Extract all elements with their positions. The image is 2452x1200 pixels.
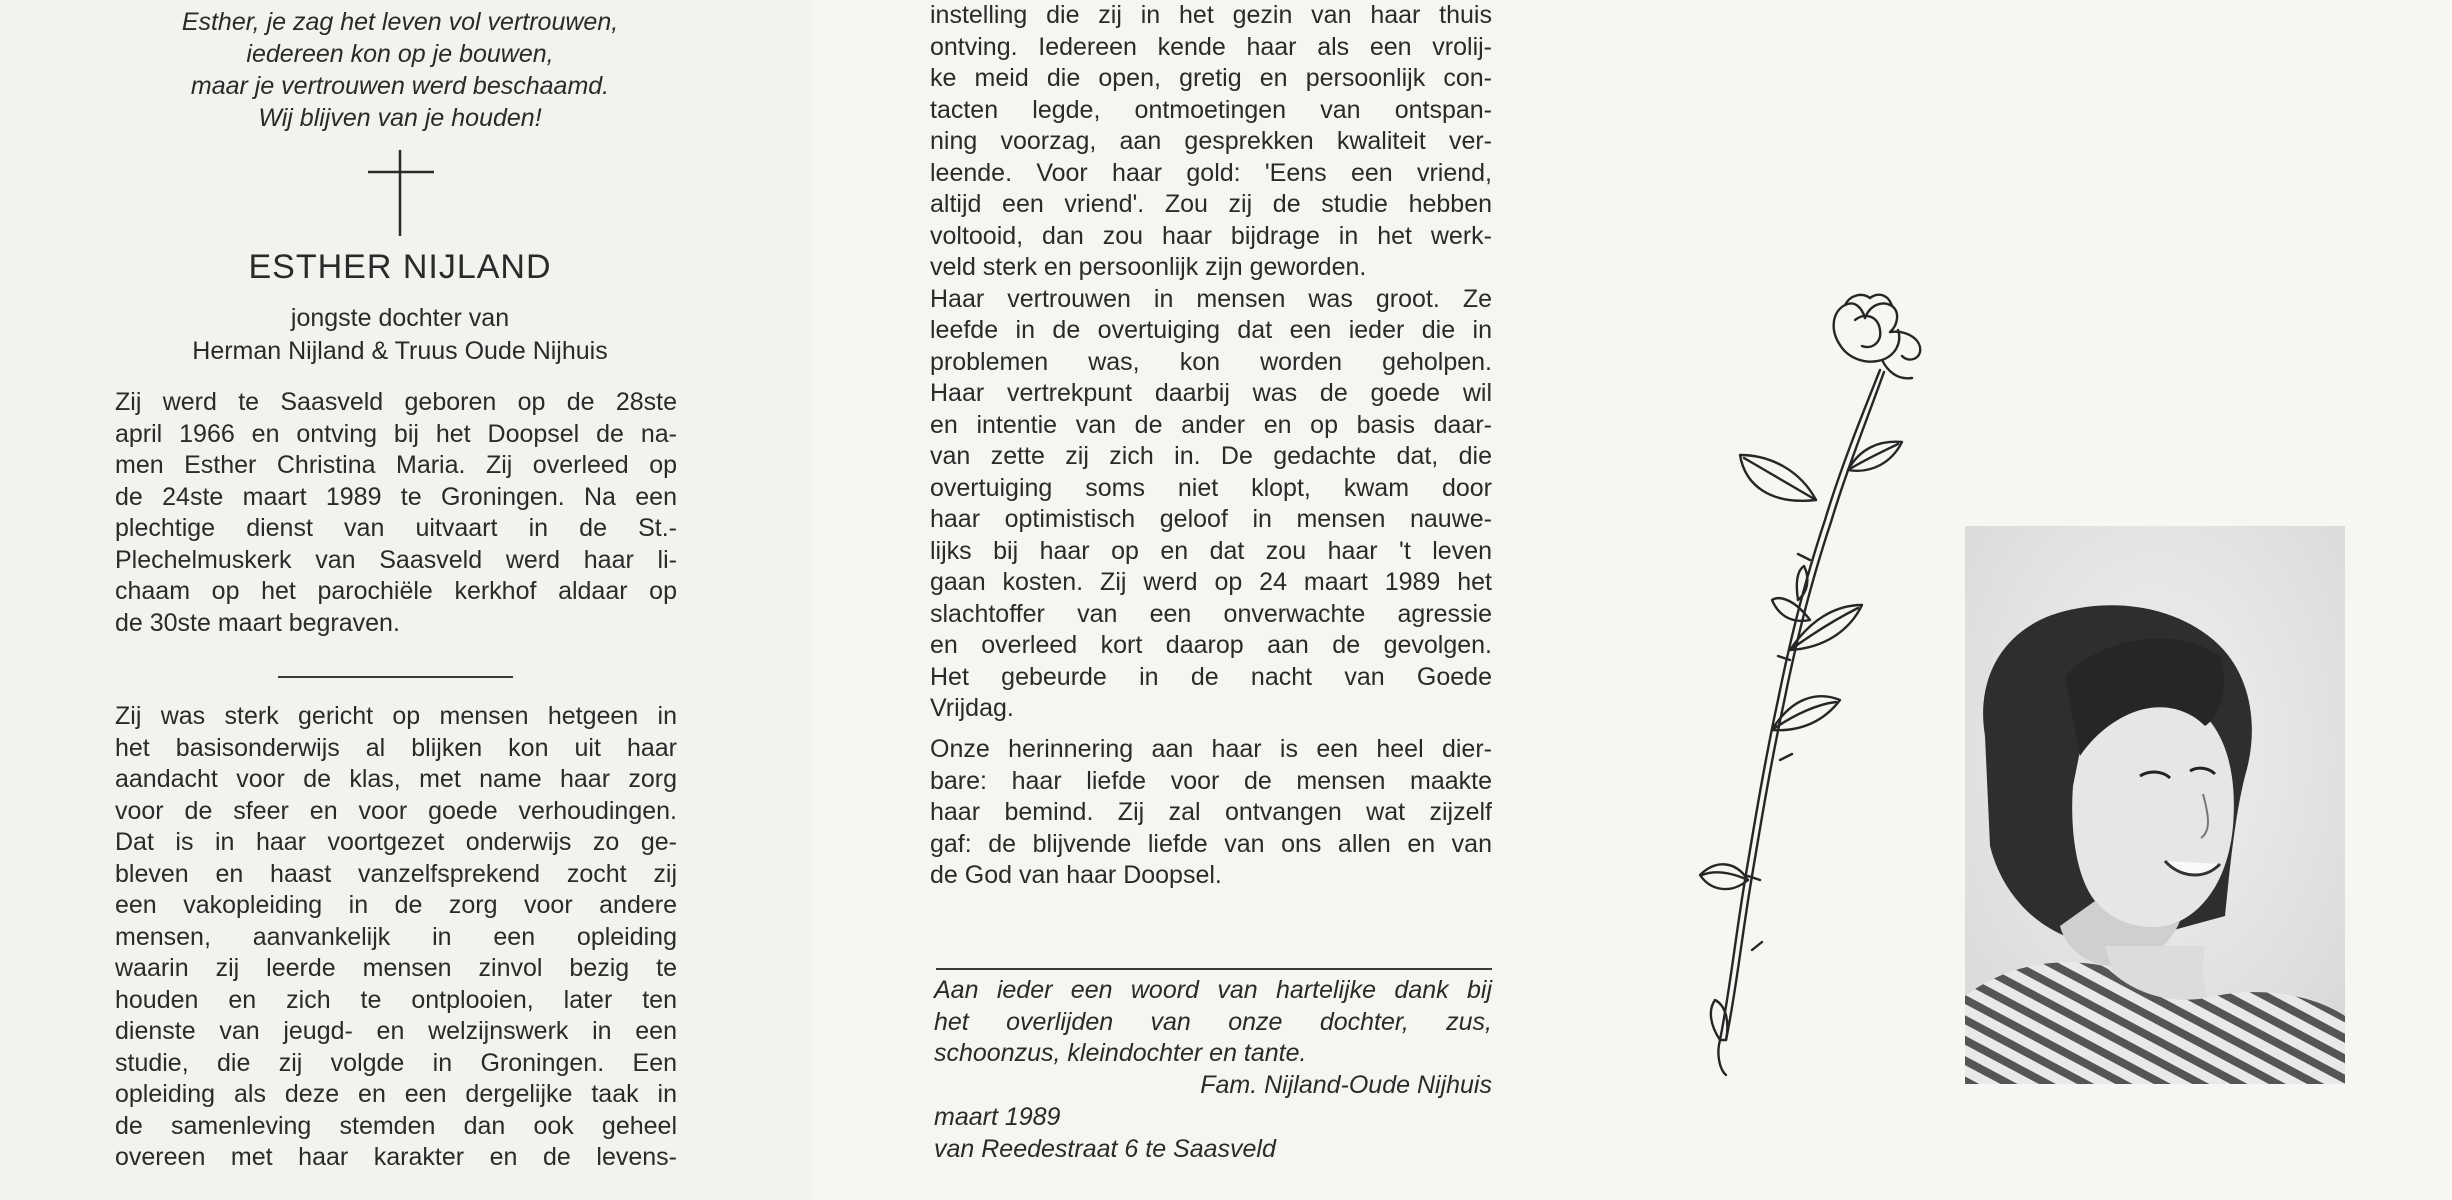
parents-names: Herman Nijland & Truus Oude Nijhuis — [192, 337, 608, 365]
verse-line: Esther, je zag het leven vol vertrouwen, — [181, 8, 619, 36]
text-line: de God van haar Doopsel. — [930, 861, 1222, 889]
text-line: overeen met haar karakter en de levens- — [115, 1143, 677, 1171]
text-line: studie, die zij volgde in Groningen. Een — [115, 1048, 677, 1077]
text-line: gaf: de blijvende liefde van ons allen en van — [930, 829, 1492, 858]
middle-panel — [812, 0, 1640, 1200]
text-line: en overleed kort daarop aan de gevolgen. — [930, 631, 1492, 659]
parents-line: jongste dochter van — [290, 304, 510, 332]
text-line: tacten legde, ontmoetingen van ontspan- — [930, 95, 1492, 124]
cross-icon — [0, 0, 812, 260]
deceased-name: ESTHER NIJLAND — [248, 248, 552, 286]
parents-info — [90, 302, 710, 368]
text-line: het basisonderwijs al blijken kon uit haar — [115, 733, 677, 762]
date-line: maart 1989 — [934, 1103, 1061, 1131]
text-line: plechtige dienst van uitvaart in de St.- — [115, 514, 677, 542]
text-line: Zij was sterk gericht op mensen hetgeen in — [115, 702, 677, 730]
text-line: altijd een vriend'. Zou zij de studie hebben — [930, 190, 1492, 218]
text-line: de 30ste maart begraven. — [115, 608, 400, 637]
verse-line: maar je vertrouwen werd beschaamd. — [190, 72, 610, 100]
text-line: de samenleving stemden dan ook geheel — [115, 1111, 677, 1140]
text-line: houden en zich te ontplooien, later ten — [115, 985, 677, 1014]
text-line: chaam op het parochiële kerkhof aldaar op — [115, 577, 677, 605]
date-address — [934, 1102, 1492, 1165]
text-line: de 24ste maart 1989 te Groningen. Na een — [115, 482, 677, 511]
text-line: Haar vertrouwen in mensen was groot. Ze — [930, 284, 1492, 313]
text-line: overtuiging soms niet klopt, kwam door — [930, 473, 1492, 502]
text-line: Onze herinnering aan haar is een heel dier- — [930, 735, 1492, 763]
character-paragraph — [930, 0, 1492, 725]
text-line: mensen, aanvankelijk in een opleiding — [115, 922, 677, 951]
left-panel — [0, 0, 812, 1200]
text-line: Dat is in haar voortgezet onderwijs zo ge- — [115, 828, 677, 856]
text-line: het overlijden van onze dochter, zus, — [934, 1007, 1492, 1036]
text-line: en intentie van de ander en op basis daar- — [930, 410, 1492, 439]
text-line: Zij werd te Saasveld geboren op de 28ste — [115, 388, 677, 416]
text-line: slachtoffer van een onverwachte agressie — [930, 599, 1492, 628]
text-line: schoonzus, kleindochter en tante. — [934, 1039, 1307, 1067]
memory-paragraph — [930, 734, 1492, 892]
divider — [278, 676, 513, 678]
portrait-photo — [1965, 526, 2345, 1084]
text-line: waarin zij leerde mensen zinvol bezig te — [115, 954, 677, 982]
text-line: Haar vertrekpunt daarbij was de goede wil — [930, 379, 1492, 407]
verse-line: Wij blijven van je houden! — [258, 104, 542, 132]
right-panel — [1640, 0, 2452, 1200]
divider — [936, 968, 1492, 970]
text-line: ning voorzag, aan gesprekken kwaliteit ver- — [930, 127, 1492, 155]
text-line: voltooid, dan zou haar bijdrage in het werk- — [930, 221, 1492, 250]
text-line: voor de sfeer en voor goede verhoudingen. — [115, 796, 677, 825]
text-line: ontving. Iedereen kende haar als een vrolij- — [930, 32, 1492, 61]
text-line: haar bemind. Zij zal ontvangen wat zijzelf — [930, 798, 1492, 826]
text-line: veld sterk en persoonlijk zijn geworden. — [930, 253, 1367, 281]
biography-paragraph — [115, 387, 677, 639]
text-line: leefde in de overtuiging dat een ieder die in — [930, 316, 1492, 344]
text-line: Aan ieder een woord van hartelijke dank bij — [934, 976, 1492, 1004]
text-line: ke meid die open, gretig en persoonlijk con- — [930, 64, 1492, 92]
text-line: Het gebeurde in de nacht van Goede — [930, 662, 1492, 691]
text-line: april 1966 en ontving bij het Doopsel de na- — [115, 419, 677, 448]
text-line: problemen was, kon worden geholpen. — [930, 347, 1492, 376]
text-line: instelling die zij in het gezin van haar thuis — [930, 1, 1492, 29]
thanks-note — [934, 975, 1492, 1101]
family-signature: Fam. Nijland-Oude Nijhuis — [1200, 1070, 1492, 1099]
text-line: men Esther Christina Maria. Zij overleed op — [115, 451, 677, 479]
life-paragraph — [115, 701, 677, 1174]
text-line: van zette zij zich in. De gedachte dat, die — [930, 442, 1492, 470]
text-line: lijks bij haar op en dat zou haar 't leven — [930, 536, 1492, 565]
address-line: van Reedestraat 6 te Saasveld — [934, 1134, 1276, 1163]
text-line: leende. Voor haar gold: 'Eens een vriend, — [930, 158, 1492, 187]
text-line: een vakopleiding in de zorg voor andere — [115, 891, 677, 919]
text-line: opleiding als deze en een dergelijke taak in — [115, 1080, 677, 1108]
text-line: Plechelmuskerk van Saasveld werd haar li- — [115, 545, 677, 574]
text-line: bare: haar liefde voor de mensen maakte — [930, 766, 1492, 795]
text-line: dienste van jeugd- en welzijnswerk in een — [115, 1017, 677, 1045]
text-line: aandacht voor de klas, met name haar zorg — [115, 765, 677, 793]
text-line: gaan kosten. Zij werd op 24 maart 1989 het — [930, 568, 1492, 596]
text-line: bleven en haast vanzelfsprekend zocht zij — [115, 859, 677, 888]
verse-line: iedereen kon op je bouwen, — [246, 40, 554, 68]
text-line: Vrijdag. — [930, 694, 1014, 722]
text-line: haar optimistisch geloof in mensen nauwe- — [930, 505, 1492, 533]
